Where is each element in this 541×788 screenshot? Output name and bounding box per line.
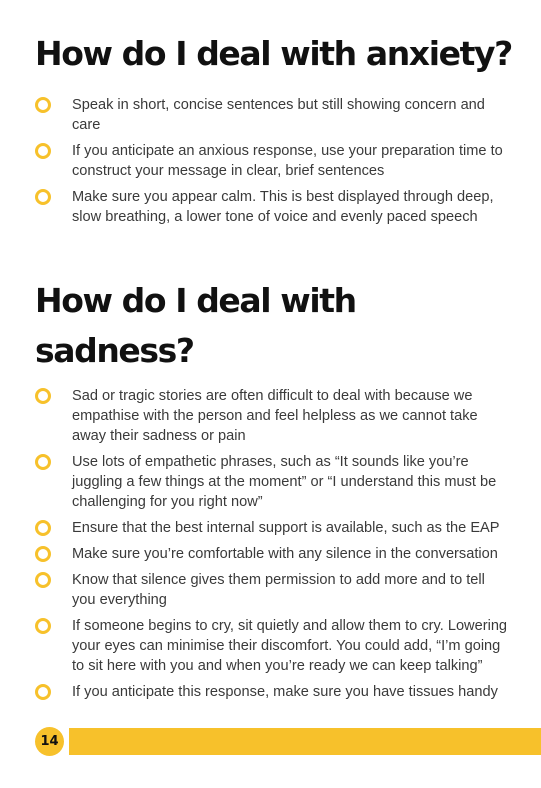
list-item xyxy=(0,518,512,538)
list-item-text: Sad or tragic stories are often difficult to deal with because we empathise with the person and feel helpless as we cannot take away their sadness or pain xyxy=(72,388,478,444)
anxiety-tips-list xyxy=(0,95,541,233)
list-item xyxy=(0,544,512,564)
section-heading-sadness: How do I deal with sadness? xyxy=(35,281,356,370)
list-item-text: Make sure you appear calm. This is best displayed through deep, slow breathing, a lower tone of voice and evenly paced speech xyxy=(72,189,494,225)
page-number-badge: 14 xyxy=(35,727,64,756)
list-item-text: Speak in short, concise sentences but still showing concern and care xyxy=(72,97,485,133)
list-item xyxy=(0,141,512,181)
bullet-circle-icon xyxy=(35,143,51,159)
footer-bar xyxy=(69,728,541,755)
bullet-circle-icon xyxy=(35,97,51,113)
list-item-text: Know that silence gives them permission to add more and to tell you everything xyxy=(72,572,485,608)
bullet-circle-icon xyxy=(35,454,51,470)
list-item-text: If someone begins to cry, sit quietly and allow them to cry. Lowering your eyes can minimise their discomfort. You could add, “I’m going to sit here with you and when you’re ready we can keep talking” xyxy=(72,618,508,674)
bullet-circle-icon xyxy=(35,546,51,562)
list-item xyxy=(0,570,512,610)
sadness-tips-list xyxy=(0,386,541,708)
list-item xyxy=(0,616,512,676)
list-item-text: If you anticipate an anxious response, use your preparation time to construct your message in clear, brief sentences xyxy=(72,143,503,179)
bullet-circle-icon xyxy=(35,189,51,205)
list-item-text: Make sure you’re comfortable with any silence in the conversation xyxy=(72,546,498,562)
bullet-circle-icon xyxy=(35,388,51,404)
list-item xyxy=(0,95,512,135)
bullet-circle-icon xyxy=(35,618,51,634)
bullet-circle-icon xyxy=(35,520,51,536)
list-item-text: Ensure that the best internal support is available, such as the EAP xyxy=(72,520,500,536)
list-item-text: If you anticipate this response, make sure you have tissues handy xyxy=(72,684,498,700)
list-item-text: Use lots of empathetic phrases, such as “It sounds like you’re juggling a few things at the moment” or “I understand this must be challenging for you right now” xyxy=(72,454,497,510)
list-item xyxy=(0,386,512,446)
bullet-circle-icon xyxy=(35,684,51,700)
list-item xyxy=(0,452,512,512)
list-item xyxy=(0,682,512,702)
section-heading-anxiety: How do I deal with anxiety? xyxy=(35,34,512,73)
list-item xyxy=(0,187,512,227)
bullet-circle-icon xyxy=(35,572,51,588)
